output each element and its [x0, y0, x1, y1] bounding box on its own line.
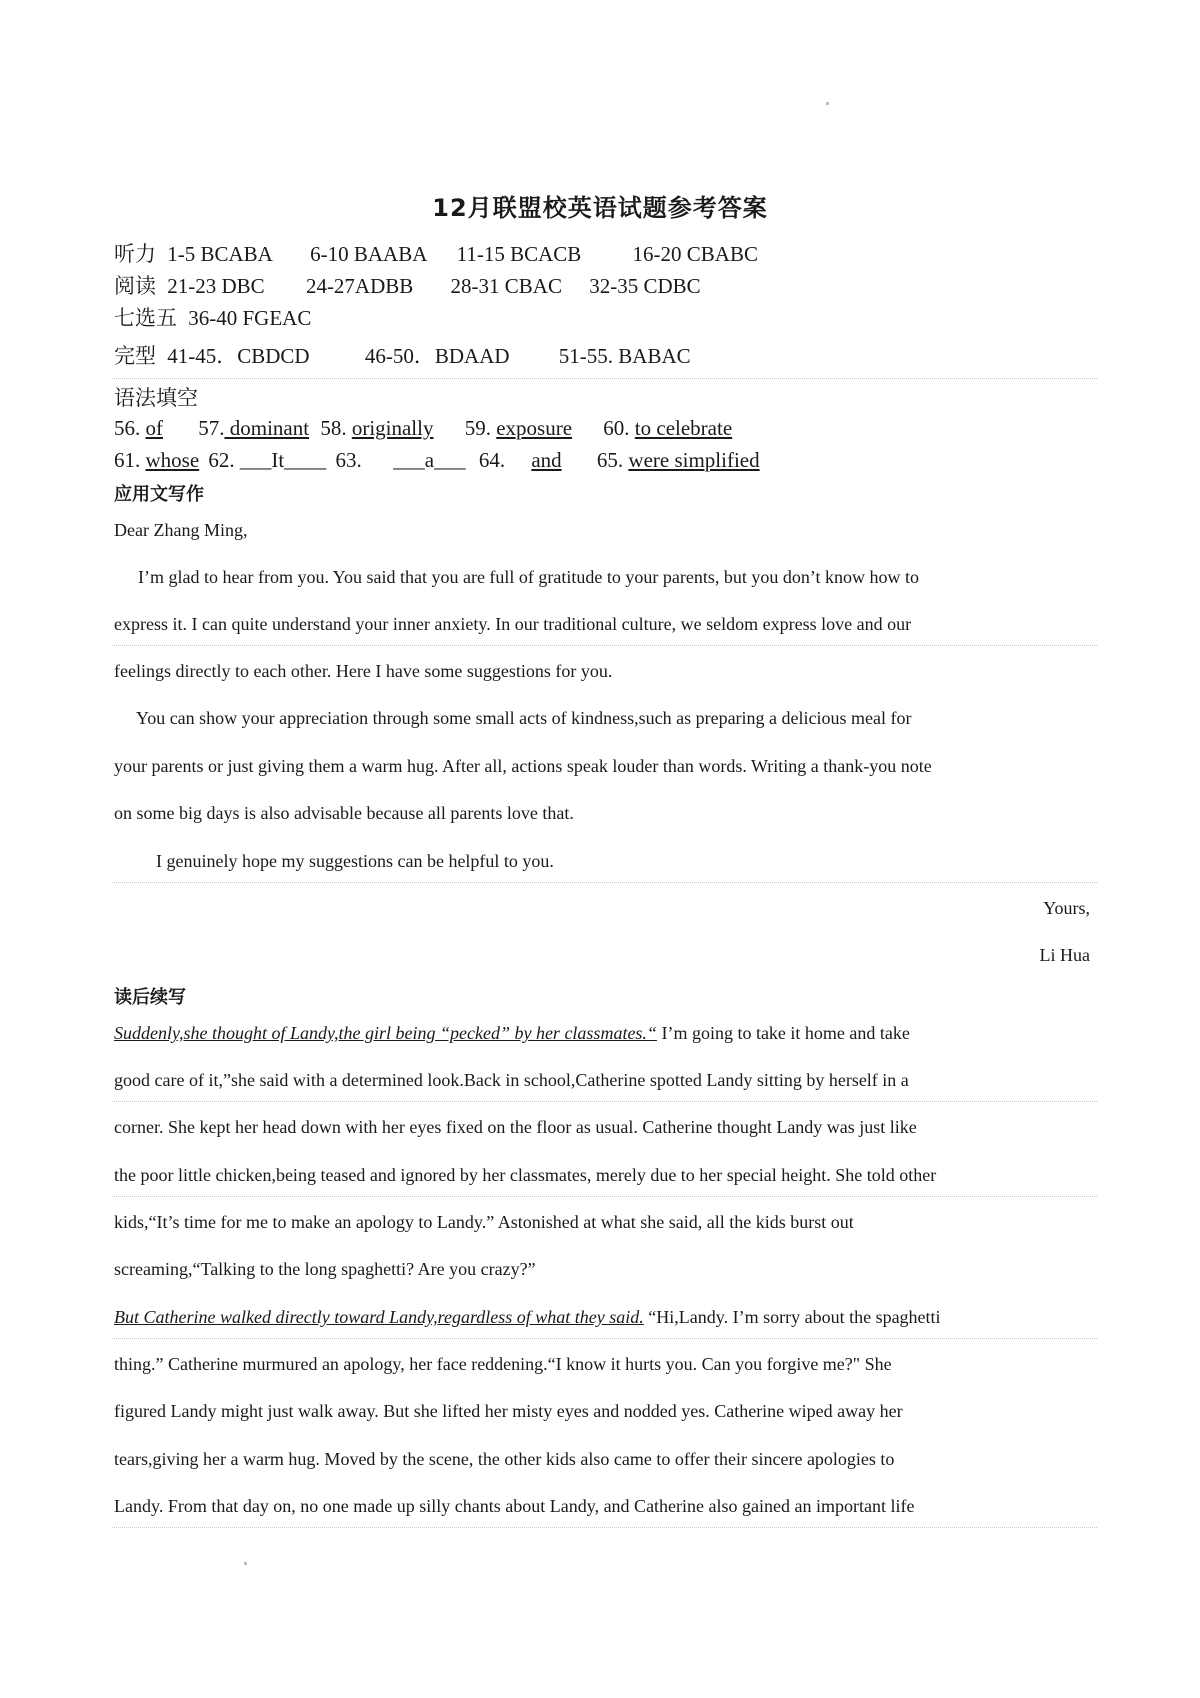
grammar-row-1 [114, 416, 732, 441]
letter-line: on some big days is also advisable because all parents love that. [114, 803, 574, 823]
answers-cloze [114, 340, 691, 370]
answer-group: 28-31 CBAC [450, 274, 562, 298]
grammar-item: 64. and [478, 448, 562, 472]
section-label: 听力 [114, 242, 156, 266]
grammar-item: 65. were simplified [596, 448, 760, 472]
answer-group: 46-50．BDAAD [364, 344, 510, 368]
letter-line: your parents or just giving them a warm hug. After all, actions speak louder than words. Writing a thank-you note [114, 756, 932, 776]
section-label: 阅读 [114, 274, 156, 298]
grammar-item: 56. of [114, 416, 163, 440]
story-line: the poor little chicken,being teased and ignored by her classmates, merely due to her special height. She told other [114, 1165, 937, 1185]
story-line: tears,giving her a warm hug. Moved by the scene, the other kids also came to offer their sincere apologies to [114, 1449, 895, 1469]
grammar-label: 语法填空 [114, 386, 198, 410]
divider [112, 645, 1097, 646]
grammar-item: 58. originally [320, 416, 434, 440]
story-line: Suddenly,she thought of Landy,the girl being “pecked” by her classmates.“ I’m going to take it home and take [114, 1023, 910, 1043]
divider [112, 1338, 1097, 1339]
letter-line: I’m glad to hear from you. You said that you are full of gratitude to your parents, but you don’t know how to [138, 567, 920, 587]
grammar-item: 61. whose [114, 448, 200, 472]
divider [112, 1527, 1097, 1528]
divider [112, 378, 1097, 379]
answer-group: 32-35 CDBC [589, 274, 701, 298]
page-title: 12月联盟校英语试题参考答案 [432, 194, 768, 222]
answer-group: 24-27ADBB [305, 274, 414, 298]
grammar-row-2 [114, 448, 760, 473]
answer-group: 51-55. BABAC [558, 344, 691, 368]
answer-group: 41-45．CBDCD [167, 344, 310, 368]
grammar-item: 63. ___a___ [335, 448, 466, 472]
letter-signature: Li Hua [1039, 945, 1090, 965]
letter-line: express it. I can quite understand your inner anxiety. In our traditional culture, we seldom express love and our [114, 614, 912, 634]
answers-reading [114, 270, 701, 300]
answer-group: 21-23 DBC [167, 274, 265, 298]
grammar-item: 62. ___It____ [208, 448, 327, 472]
letter-salutation: Dear Zhang Ming, [114, 520, 248, 540]
scan-mark [244, 1562, 247, 1565]
scan-mark [826, 102, 829, 105]
given-opening-sentence: But Catherine walked directly toward Landy,regardless of what they said. [114, 1307, 644, 1327]
answers-seven-choose-five [114, 302, 311, 332]
story-line: corner. She kept her head down with her eyes fixed on the floor as usual. Catherine thought Landy was just like [114, 1117, 917, 1137]
letter-line: I genuinely hope my suggestions can be helpful to you. [156, 851, 554, 871]
grammar-item: 59. exposure [464, 416, 573, 440]
grammar-item: 57. dominant [198, 416, 310, 440]
divider [112, 1196, 1097, 1197]
story-line: Landy. From that day on, no one made up silly chants about Landy, and Catherine also gained an important life [114, 1496, 915, 1516]
section-heading-letter: 应用文写作 [114, 484, 204, 505]
letter-line: feelings directly to each other. Here I have some suggestions for you. [114, 661, 613, 681]
answer-group: 6-10 BAABA [310, 242, 428, 266]
answer-group: 11-15 BCACB [456, 242, 582, 266]
answers-listening [114, 238, 758, 268]
section-label: 完型 [114, 344, 156, 368]
divider [112, 1101, 1097, 1102]
section-heading-continuation: 读后续写 [114, 987, 186, 1008]
answer-group: 1-5 BCABA [167, 242, 273, 266]
story-line: figured Landy might just walk away. But she lifted her misty eyes and nodded yes. Catherine wiped away her [114, 1401, 903, 1421]
letter-line: You can show your appreciation through some small acts of kindness,such as preparing a delicious meal for [136, 708, 912, 728]
given-opening-sentence: Suddenly,she thought of Landy,the girl being “pecked” by her classmates.“ [114, 1023, 657, 1043]
answer-group: 36-40 FGEAC [188, 306, 312, 330]
story-line: good care of it,”she said with a determined look.Back in school,Catherine spotted Landy sitting by herself in a [114, 1070, 909, 1090]
story-line: screaming,“Talking to the long spaghetti? Are you crazy?” [114, 1259, 536, 1279]
letter-closing: Yours, [1043, 898, 1090, 918]
grammar-item: 60. to celebrate [603, 416, 733, 440]
story-line: kids,“It’s time for me to make an apology to Landy.” Astonished at what she said, all the kids burst out [114, 1212, 854, 1232]
divider [112, 882, 1097, 883]
answer-group: 16-20 CBABC [632, 242, 758, 266]
story-line: thing.” Catherine murmured an apology, her face reddening.“I know it hurts you. Can you forgive me?" She [114, 1354, 892, 1374]
story-line: But Catherine walked directly toward Landy,regardless of what they said. “Hi,Landy. I’m sorry about the spaghetti [114, 1307, 941, 1327]
section-label: 七选五 [114, 306, 177, 330]
